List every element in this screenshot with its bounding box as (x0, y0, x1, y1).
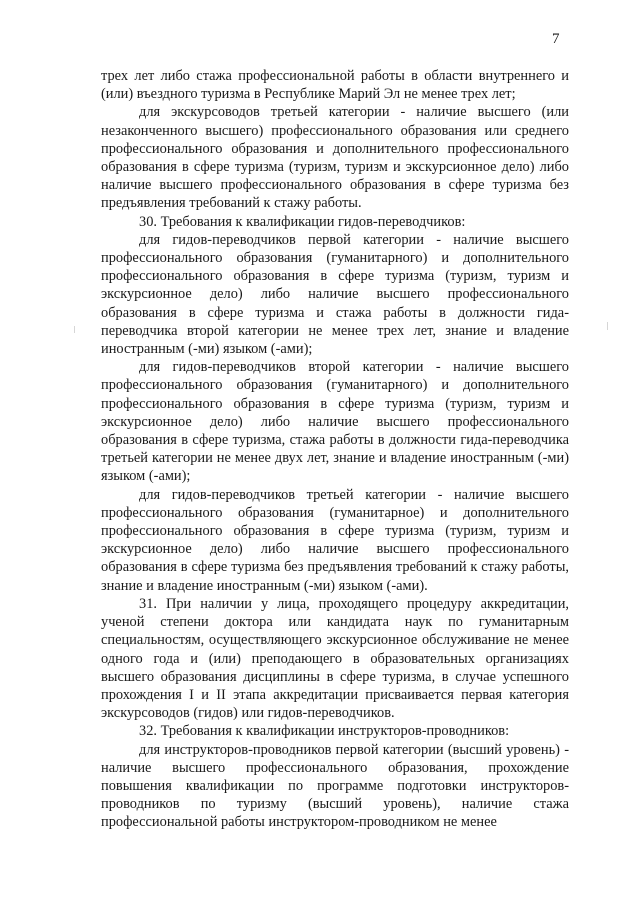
document-body (101, 67, 569, 832)
paragraph-tail-previous: трех лет либо стажа профессиональной работы в области внутреннего и (или) въездного туризма в Республике Марий Эл не менее трех лет; (101, 68, 569, 103)
paragraph-guide-translators-second-category: для гидов-переводчиков второй категории - наличие высшего профессионального образования (гуманитарного) и дополнительного профессионального образования в сфере туризма (туризм, туризм и экскурсионное дело) либо наличие высшего профессионального образования в сфере туризма, стажа работы в должности гида-переводчика третьей категории не менее двух лет, знание и владение иностранным (-ми) языком (-ами); (101, 359, 569, 485)
paragraph-guide-translators-third-category: для гидов-переводчиков третьей категории - наличие высшего профессионального образования (гуманитарное) и дополнительного профессионального образования в сфере туризма (туризм, туризм и экскурсионное дело) либо наличие высшего профессионального образования в сфере туризма без предъявления требований к стажу работы, знание и владение иностранным (-ми) языком (-ами). (101, 486, 569, 594)
paragraph-guide-translators-first-category: для гидов-переводчиков первой категории - наличие высшего профессионального образования (гуманитарного) и дополнительного профессионального образования в сфере туризма (туризм, туризм и экскурсионное дело) либо наличие высшего профессионального образования в сфере туризма и стажа работы в должности гида-переводчика второй категории не менее трех лет, знание и владение иностранным (-ми) языком (-ами); (101, 231, 569, 358)
paragraph-item-32-heading: 32. Требования к квалификации инструкторов-проводников: (139, 723, 510, 740)
scan-artifact-mark (607, 322, 608, 330)
scan-artifact-mark (74, 326, 75, 333)
paragraph-instructors-first-category: для инструкторов-проводников первой категории (высший уровень) - наличие высшего профессионального образования, прохождение повышения квалификации по программе подготовки инструкторов-проводников по туризму (высший уровень), наличие стажа профессиональной работы инструктором-проводником не менее (101, 741, 569, 831)
paragraph-item-30-heading: 30. Требования к квалификации гидов-переводчиков: (139, 213, 466, 230)
paragraph-excursion-guides-third-category: для экскурсоводов третьей категории - наличие высшего (или незаконченного высшего) профессионального образования или среднего профессионального образования и дополнительного профессионального образования в сфере туризма (туризм, туризм и экскурсионное дело) либо наличие высшего профессионального образования в сфере туризма без предъявления требований к стажу работы. (101, 104, 569, 212)
paragraph-item-31: 31. При наличии у лица, проходящего процедуру аккредитации, ученой степени доктора или кандидата наук по гуманитарным специальностям, осуществляющего экскурсионное обслуживание не менее одного года и (или) преподающего в образовательных организациях высшего образования дисциплины в сфере туризма, в случае успешного прохождения I и II этапа аккредитации присваивается первая категория экскурсоводов (гидов) или гидов-переводчиков. (101, 595, 569, 722)
page-number: 7 (552, 31, 560, 47)
